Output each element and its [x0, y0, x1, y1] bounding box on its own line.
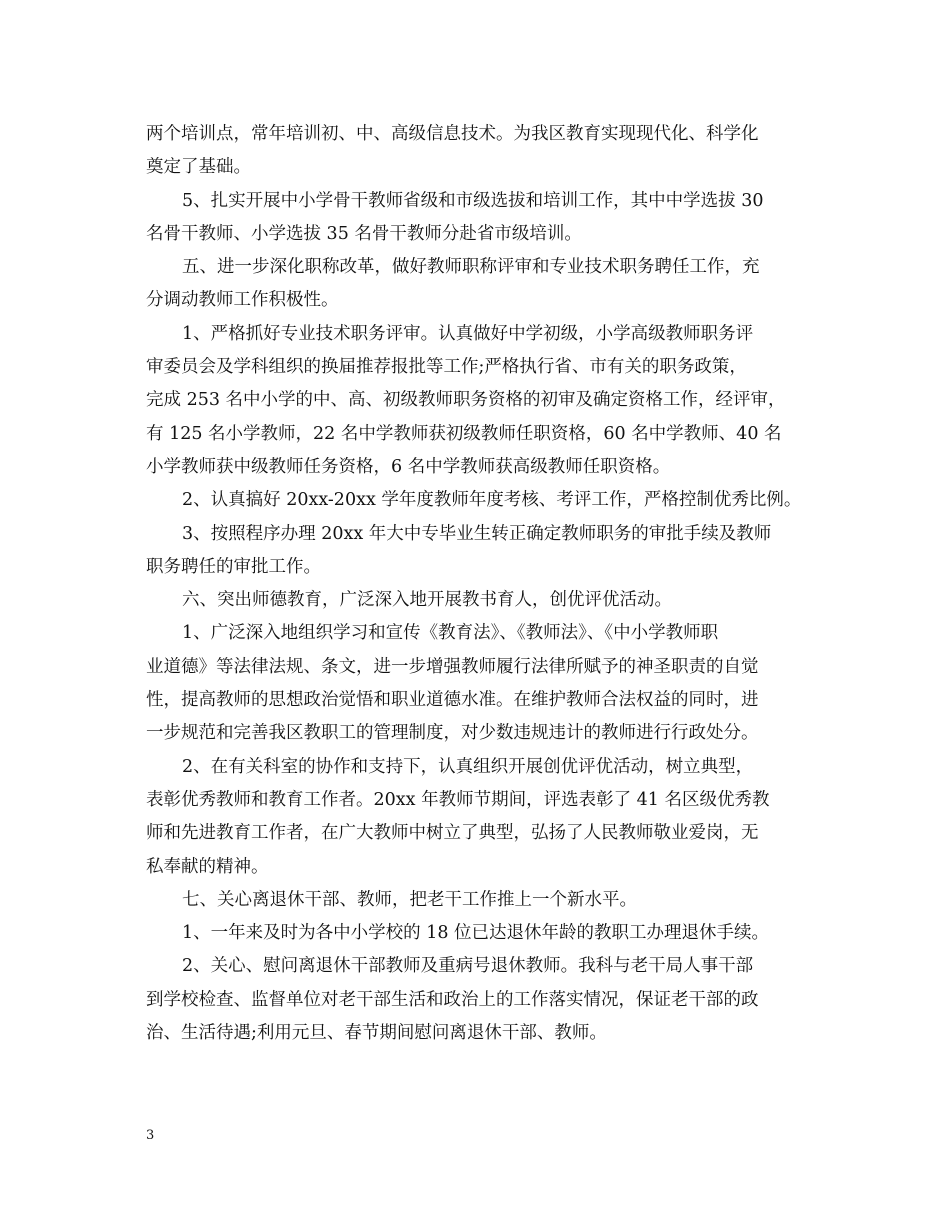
- text-line: 表彰优秀教师和教育工作者。20xx 年教师节期间，评选表彰了 41 名区级优秀教: [146, 789, 770, 810]
- text-line: 性，提高教师的思想政治觉悟和职业道德水准。在维护教师合法权益的同时，进: [146, 690, 759, 711]
- text-line: 有 125 名小学教师，22 名中学教师获初级教师任职资格，60 名中学教师、40 名: [146, 423, 782, 444]
- text-line: 治、生活待遇;利用元旦、春节期间慰问离退休干部、教师。: [146, 1023, 607, 1044]
- text-line: 名骨干教师、小学选拔 35 名骨干教师分赴省市级培训。: [146, 223, 582, 244]
- text-line: 2、关心、慰问离退休干部教师及重病号退休教师。我科与老干局人事干部: [182, 956, 754, 977]
- text-line: 到学校检查、监督单位对老干部生活和政治上的工作落实情况，保证老干部的政: [146, 989, 759, 1010]
- text-line: 六、突出师德教育，广泛深入地开展教书育人，创优评优活动。: [182, 590, 672, 611]
- text-line: 5、扎实开展中小学骨干教师省级和市级选拔和培训工作，其中中学选拔 30: [182, 190, 764, 211]
- text-line: 2、认真搞好 20xx-20xx 学年度教师年度考核、考评工作，严格控制优秀比例。: [182, 490, 802, 511]
- text-line: 两个培训点，常年培训初、中、高级信息技术。为我区教育实现现代化、科学化: [146, 124, 759, 144]
- text-line: 奠定了基础。: [146, 157, 251, 178]
- text-line: 七、关心离退休干部、教师，把老干工作推上一个新水平。: [182, 889, 637, 910]
- text-line: 私奉献的精神。: [146, 856, 269, 877]
- page-number: 3: [146, 1128, 155, 1143]
- text-line: 2、在有关科室的协作和支持下，认真组织开展创优评优活动，树立典型，: [182, 756, 754, 777]
- text-line: 完成 253 名中小学的中、高、初级教师职务资格的初审及确定资格工作，经评审，: [146, 390, 786, 411]
- text-line: 1、严格抓好专业技术职务评审。认真做好中学初级，小学高级教师职务评: [182, 323, 754, 344]
- text-line: 3、按照程序办理 20xx 年大中专毕业生转正确定教师职务的审批手续及教师: [182, 523, 772, 544]
- text-line: 审委员会及学科组织的换届推荐报批等工作;严格执行省、市有关的职务政策，: [146, 357, 747, 378]
- text-line: 小学教师获中级教师任务资格，6 名中学教师获高级教师任职资格。: [146, 456, 671, 477]
- text-line: 师和先进教育工作者，在广大教师中树立了典型，弘扬了人民教师敬业爱岗，无: [146, 823, 759, 844]
- text-line: 业道德》等法律法规、条文，进一步增强教师履行法律所赋予的神圣职责的自觉: [146, 656, 759, 677]
- text-line: 一步规范和完善我区教职工的管理制度，对少数违规违计的教师进行行政处分。: [146, 723, 759, 744]
- body-text: [146, 118, 826, 1050]
- text-line: 分调动教师工作积极性。: [146, 290, 339, 311]
- text-line: 五、进一步深化职称改革，做好教师职称评审和专业技术职务聘任工作，充: [182, 257, 760, 278]
- text-line: 职务聘任的审批工作。: [146, 556, 321, 577]
- text-line: 1、一年来及时为各中小学校的 18 位已达退休年龄的教职工办理退休手续。: [182, 923, 770, 944]
- text-line: 1、广泛深入地组织学习和宣传《教育法》、《教师法》、《中小学教师职: [182, 623, 719, 644]
